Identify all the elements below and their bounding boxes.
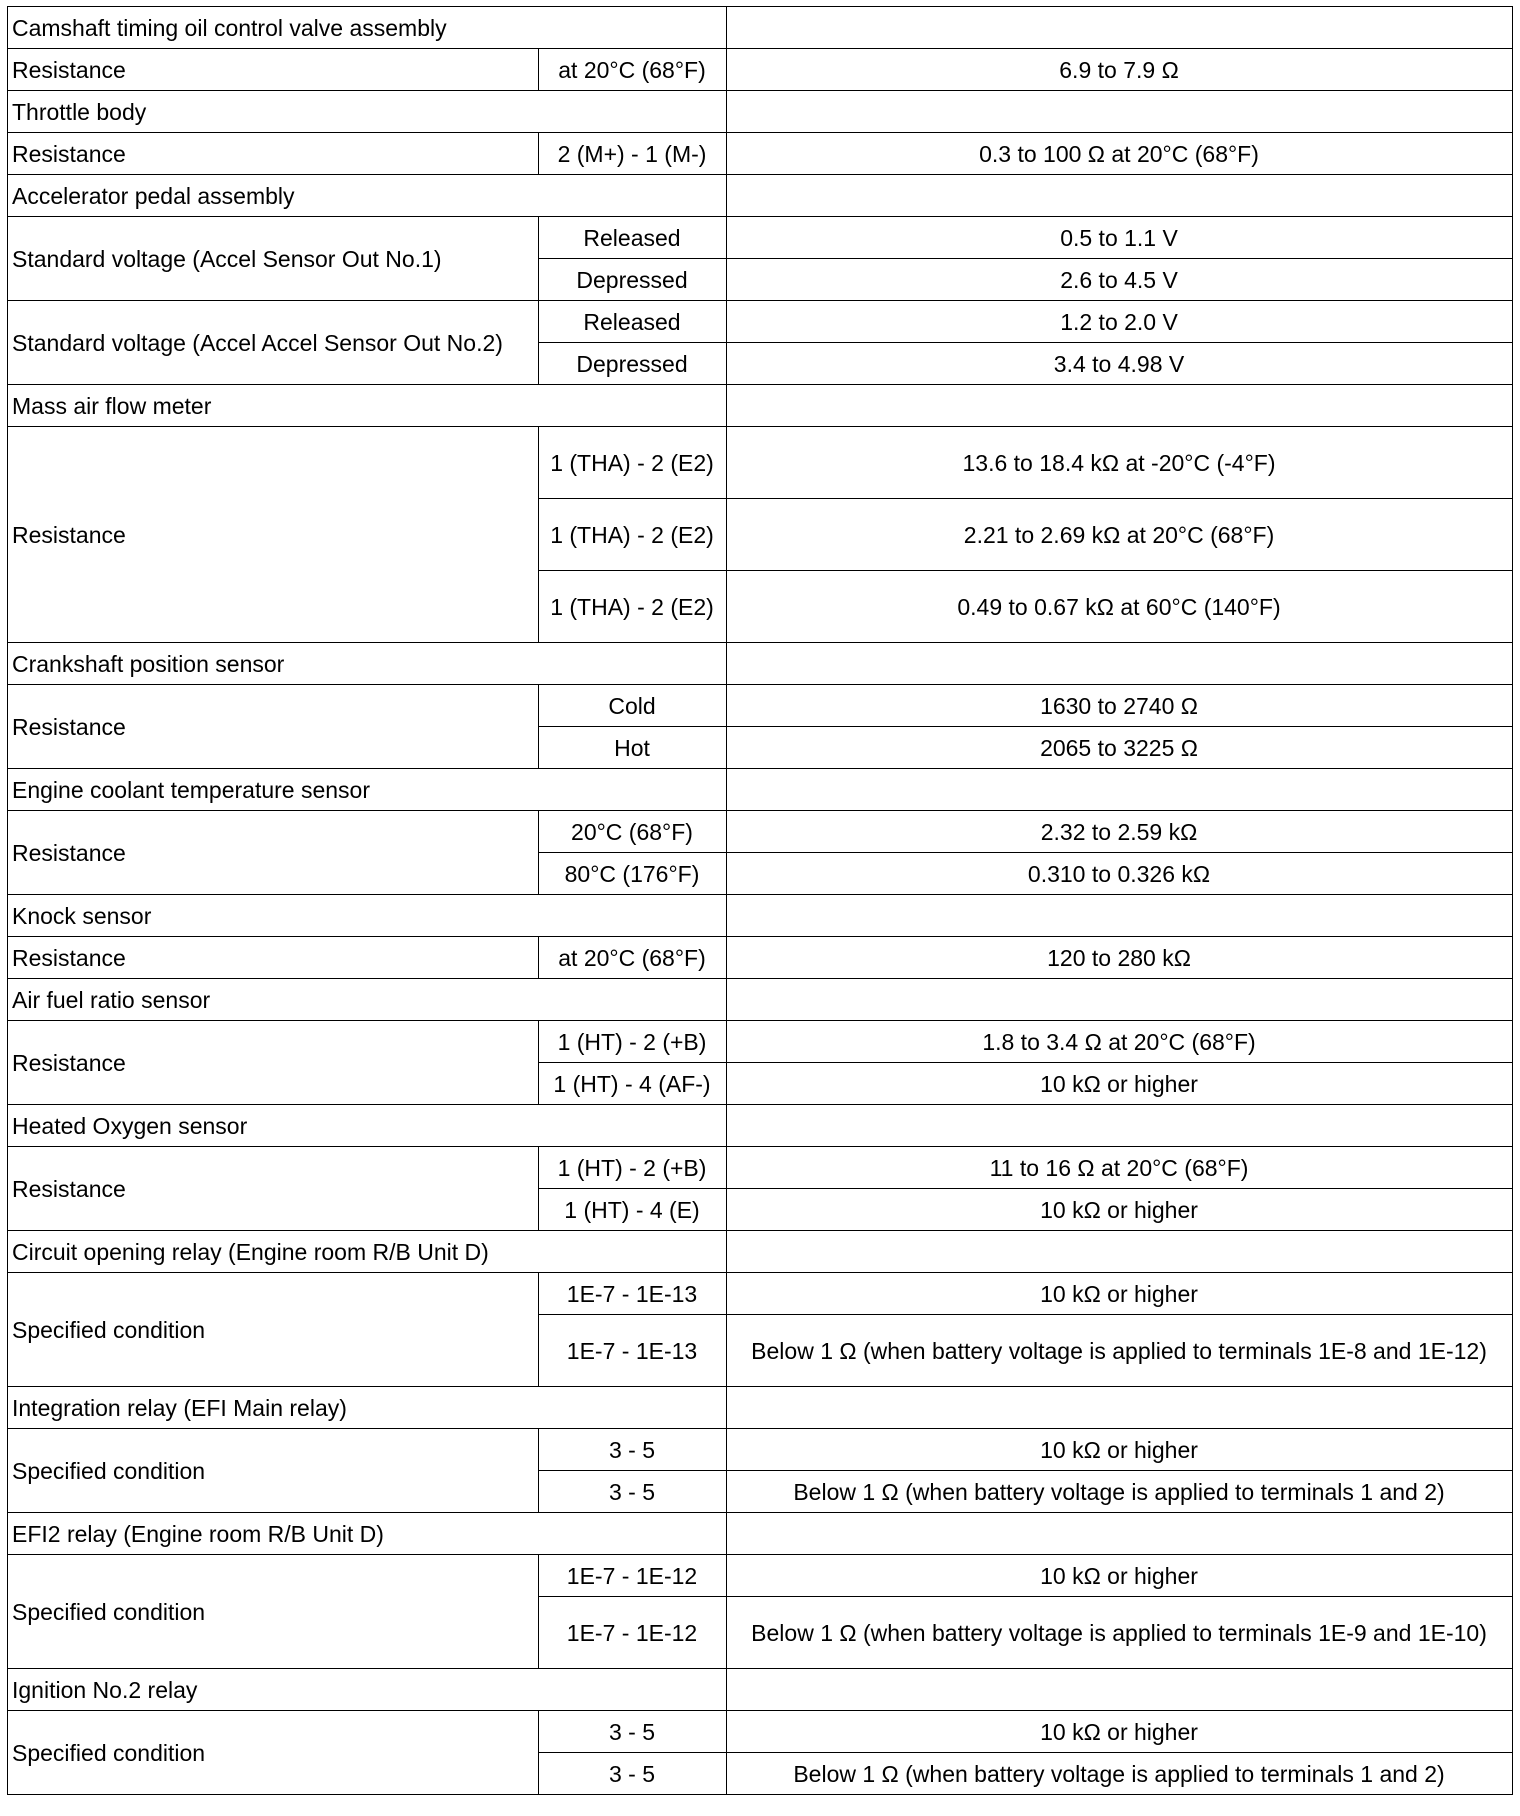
item-name-cell: Resistance [8,1147,539,1231]
section-header-row [8,1231,1513,1273]
condition-cell: 3 - 5 [539,1711,727,1753]
section-title: Air fuel ratio sensor [8,979,727,1021]
table-row [8,1555,1513,1597]
item-name-cell: Specified condition [8,1555,539,1669]
spec-value-cell: 10 kΩ or higher [727,1429,1513,1471]
spec-value-cell: 13.6 to 18.4 kΩ at -20°C (-4°F) [727,427,1513,499]
condition-cell: 1 (HT) - 2 (+B) [539,1021,727,1063]
spec-value-cell: 1.8 to 3.4 Ω at 20°C (68°F) [727,1021,1513,1063]
spec-value-cell: 10 kΩ or higher [727,1189,1513,1231]
section-header-row [8,1387,1513,1429]
condition-cell: 80°C (176°F) [539,853,727,895]
section-title: Ignition No.2 relay [8,1669,727,1711]
section-title: Mass air flow meter [8,385,727,427]
condition-cell: 1E-7 - 1E-12 [539,1555,727,1597]
condition-cell: Released [539,301,727,343]
section-header-row [8,1513,1513,1555]
spec-value-cell: 3.4 to 4.98 V [727,343,1513,385]
section-header-row [8,91,1513,133]
section-title: Heated Oxygen sensor [8,1105,727,1147]
table-row [8,217,1513,259]
table-row [8,49,1513,91]
condition-cell: 3 - 5 [539,1429,727,1471]
table-row [8,301,1513,343]
section-header-row [8,895,1513,937]
spec-value-cell: 1630 to 2740 Ω [727,685,1513,727]
section-empty-cell [727,385,1513,427]
spec-value-cell: Below 1 Ω (when battery voltage is applied to terminals 1E-9 and 1E-10) [727,1597,1513,1669]
section-title: EFI2 relay (Engine room R/B Unit D) [8,1513,727,1555]
section-header-row [8,385,1513,427]
section-title: Knock sensor [8,895,727,937]
condition-cell: 1 (HT) - 4 (AF-) [539,1063,727,1105]
spec-value-cell: Below 1 Ω (when battery voltage is applied to terminals 1E-8 and 1E-12) [727,1315,1513,1387]
spec-value-cell: Below 1 Ω (when battery voltage is applied to terminals 1 and 2) [727,1471,1513,1513]
condition-cell: 1E-7 - 1E-12 [539,1597,727,1669]
spec-value-cell: 0.49 to 0.67 kΩ at 60°C (140°F) [727,571,1513,643]
spec-value-cell: 2065 to 3225 Ω [727,727,1513,769]
spec-value-cell: Below 1 Ω (when battery voltage is applied to terminals 1 and 2) [727,1753,1513,1795]
item-name-cell: Resistance [8,1021,539,1105]
spec-value-cell: 10 kΩ or higher [727,1063,1513,1105]
condition-cell: Depressed [539,343,727,385]
condition-cell: Hot [539,727,727,769]
condition-cell: Released [539,217,727,259]
section-empty-cell [727,979,1513,1021]
section-title: Camshaft timing oil control valve assembly [8,7,727,49]
section-empty-cell [727,643,1513,685]
condition-cell: 1E-7 - 1E-13 [539,1315,727,1387]
spec-value-cell: 2.6 to 4.5 V [727,259,1513,301]
condition-cell: 1 (THA) - 2 (E2) [539,427,727,499]
section-empty-cell [727,1231,1513,1273]
section-empty-cell [727,769,1513,811]
section-empty-cell [727,1105,1513,1147]
specification-table-body [8,7,1513,1795]
table-row [8,685,1513,727]
condition-cell: 2 (M+) - 1 (M-) [539,133,727,175]
section-header-row [8,979,1513,1021]
condition-cell: at 20°C (68°F) [539,937,727,979]
section-title: Crankshaft position sensor [8,643,727,685]
section-title: Accelerator pedal assembly [8,175,727,217]
spec-value-cell: 11 to 16 Ω at 20°C (68°F) [727,1147,1513,1189]
table-row [8,1711,1513,1753]
spec-value-cell: 0.310 to 0.326 kΩ [727,853,1513,895]
item-name-cell: Specified condition [8,1429,539,1513]
condition-cell: 1 (THA) - 2 (E2) [539,571,727,643]
item-name-cell: Resistance [8,427,539,643]
condition-cell: 1 (THA) - 2 (E2) [539,499,727,571]
spec-value-cell: 0.5 to 1.1 V [727,217,1513,259]
section-empty-cell [727,1513,1513,1555]
section-header-row [8,1669,1513,1711]
item-name-cell: Specified condition [8,1711,539,1795]
section-empty-cell [727,1669,1513,1711]
section-header-row [8,7,1513,49]
condition-cell: at 20°C (68°F) [539,49,727,91]
item-name-cell: Resistance [8,685,539,769]
section-header-row [8,175,1513,217]
table-row [8,937,1513,979]
section-empty-cell [727,1387,1513,1429]
spec-value-cell: 2.32 to 2.59 kΩ [727,811,1513,853]
spec-value-cell: 2.21 to 2.69 kΩ at 20°C (68°F) [727,499,1513,571]
spec-value-cell: 10 kΩ or higher [727,1273,1513,1315]
section-header-row [8,643,1513,685]
spec-value-cell: 120 to 280 kΩ [727,937,1513,979]
section-empty-cell [727,7,1513,49]
section-header-row [8,769,1513,811]
condition-cell: 3 - 5 [539,1753,727,1795]
table-row [8,1147,1513,1189]
item-name-cell: Standard voltage (Accel Accel Sensor Out No.2) [8,301,539,385]
condition-cell: 3 - 5 [539,1471,727,1513]
item-name-cell: Resistance [8,811,539,895]
condition-cell: 1 (HT) - 2 (+B) [539,1147,727,1189]
condition-cell: Cold [539,685,727,727]
section-empty-cell [727,91,1513,133]
table-row [8,1273,1513,1315]
spec-value-cell: 6.9 to 7.9 Ω [727,49,1513,91]
condition-cell: 1E-7 - 1E-13 [539,1273,727,1315]
table-row [8,427,1513,499]
condition-cell: 20°C (68°F) [539,811,727,853]
table-row [8,1021,1513,1063]
spec-value-cell: 10 kΩ or higher [727,1711,1513,1753]
table-row [8,133,1513,175]
spec-value-cell: 1.2 to 2.0 V [727,301,1513,343]
section-header-row [8,1105,1513,1147]
condition-cell: 1 (HT) - 4 (E) [539,1189,727,1231]
section-title: Engine coolant temperature sensor [8,769,727,811]
spec-value-cell: 0.3 to 100 Ω at 20°C (68°F) [727,133,1513,175]
table-row [8,811,1513,853]
condition-cell: Depressed [539,259,727,301]
section-empty-cell [727,895,1513,937]
item-name-cell: Resistance [8,49,539,91]
table-row [8,1429,1513,1471]
item-name-cell: Resistance [8,937,539,979]
section-title: Integration relay (EFI Main relay) [8,1387,727,1429]
item-name-cell: Resistance [8,133,539,175]
section-title: Throttle body [8,91,727,133]
item-name-cell: Standard voltage (Accel Sensor Out No.1) [8,217,539,301]
section-title: Circuit opening relay (Engine room R/B Unit D) [8,1231,727,1273]
item-name-cell: Specified condition [8,1273,539,1387]
section-empty-cell [727,175,1513,217]
specification-table [7,6,1513,1795]
spec-value-cell: 10 kΩ or higher [727,1555,1513,1597]
